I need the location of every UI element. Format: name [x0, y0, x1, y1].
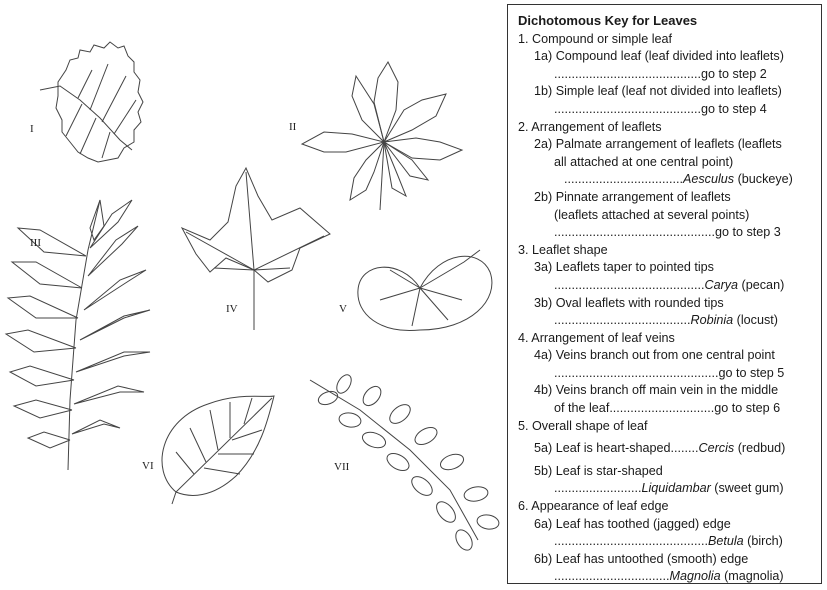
step-2a-result [518, 171, 815, 189]
step-2a: 2a) Palmate arrangement of leaflets (leaflets [534, 137, 782, 152]
label-IV: IV [226, 303, 238, 315]
step-3a-result [518, 277, 815, 295]
step-4b-result: of the leaf..............................go to step 6 [554, 401, 781, 416]
step-6: 6. Appearance of leaf edge [518, 499, 669, 514]
leaf-II-buckeye [302, 62, 462, 210]
common-redbud: (redbud) [734, 441, 786, 456]
dots: ........................................... [554, 277, 705, 292]
label-I: I [30, 123, 34, 135]
step-1b: 1b) Simple leaf (leaf not divided into leaflets) [534, 84, 782, 99]
genus-cercis: Cercis [698, 441, 735, 456]
step-4: 4. Arrangement of leaf veins [518, 330, 675, 345]
key-title: Dichotomous Key for Leaves [518, 13, 698, 28]
step-5b-result [518, 480, 815, 498]
label-II: II [289, 121, 297, 133]
step-4a: 4a) Veins branch out from one central point [534, 348, 775, 363]
step-2b-result: ..............................................go to step 3 [554, 225, 781, 240]
genus-betula: Betula [707, 534, 744, 549]
step-1a: 1a) Compound leaf (leaf divided into leaflets) [534, 49, 784, 64]
genus-aesculus: Aesculus [682, 172, 735, 187]
leaf-I-birch [40, 42, 143, 162]
step-3b: 3b) Oval leaflets with rounded tips [534, 295, 724, 310]
genus-liquidambar: Liquidambar [641, 481, 711, 496]
step-3: 3. Leaflet shape [518, 242, 608, 257]
step-5b: 5b) Leaf is star-shaped [534, 463, 663, 478]
step-3a: 3a) Leaflets taper to pointed tips [534, 260, 714, 275]
step-6b-result [518, 568, 815, 586]
step-5: 5. Overall shape of leaf [518, 418, 648, 433]
step-3b-result [518, 312, 815, 330]
label-III: III [30, 237, 41, 249]
step-2b: 2b) Pinnate arrangement of leaflets [534, 189, 731, 204]
dots: ......................... [554, 481, 642, 496]
dots: ............................................ [554, 534, 708, 549]
leaf-IV-sweetgum [182, 168, 330, 330]
step-6a-result [518, 533, 815, 551]
step-5a [518, 440, 815, 458]
common-sweetgum: (sweet gum) [710, 481, 784, 496]
step-6a: 6a) Leaf has toothed (jagged) edge [534, 516, 731, 531]
leaf-VI-magnolia [162, 396, 274, 504]
leaf-V-redbud [358, 250, 492, 331]
step-1: 1. Compound or simple leaf [518, 31, 673, 46]
genus-magnolia: Magnolia [669, 569, 721, 584]
common-magnolia: (magnolia) [720, 569, 784, 584]
common-pecan: (pecan) [738, 277, 785, 292]
genus-carya: Carya [704, 277, 739, 292]
label-VI: VI [142, 460, 154, 472]
common-birch: (birch) [743, 534, 783, 549]
genus-robinia: Robinia [690, 313, 734, 328]
step-4b: 4b) Veins branch off main vein in the middle [534, 383, 779, 398]
step-2b-cont: (leaflets attached at several points) [554, 207, 750, 222]
common-buckeye: (buckeye) [734, 172, 793, 187]
step-2a-cont: all attached at one central point) [554, 154, 734, 169]
step-5a-text: 5a) Leaf is heart-shaped........ [534, 441, 699, 456]
step-6b: 6b) Leaf has untoothed (smooth) edge [534, 551, 749, 566]
leaf-III-pecan [6, 200, 150, 470]
dichotomous-key-box [507, 4, 822, 584]
label-VII: VII [334, 461, 350, 473]
dots: .................................. [564, 172, 683, 187]
step-1b-result: ..........................................go to step 4 [554, 101, 767, 116]
dots: ................................. [554, 569, 670, 584]
label-V: V [339, 303, 347, 315]
step-2: 2. Arrangement of leaflets [518, 119, 662, 134]
dots: ....................................... [554, 313, 691, 328]
step-1a-result: ..........................................go to step 2 [554, 66, 767, 81]
step-4a-result: ...............................................go to step 5 [554, 365, 785, 380]
common-locust: (locust) [733, 313, 778, 328]
